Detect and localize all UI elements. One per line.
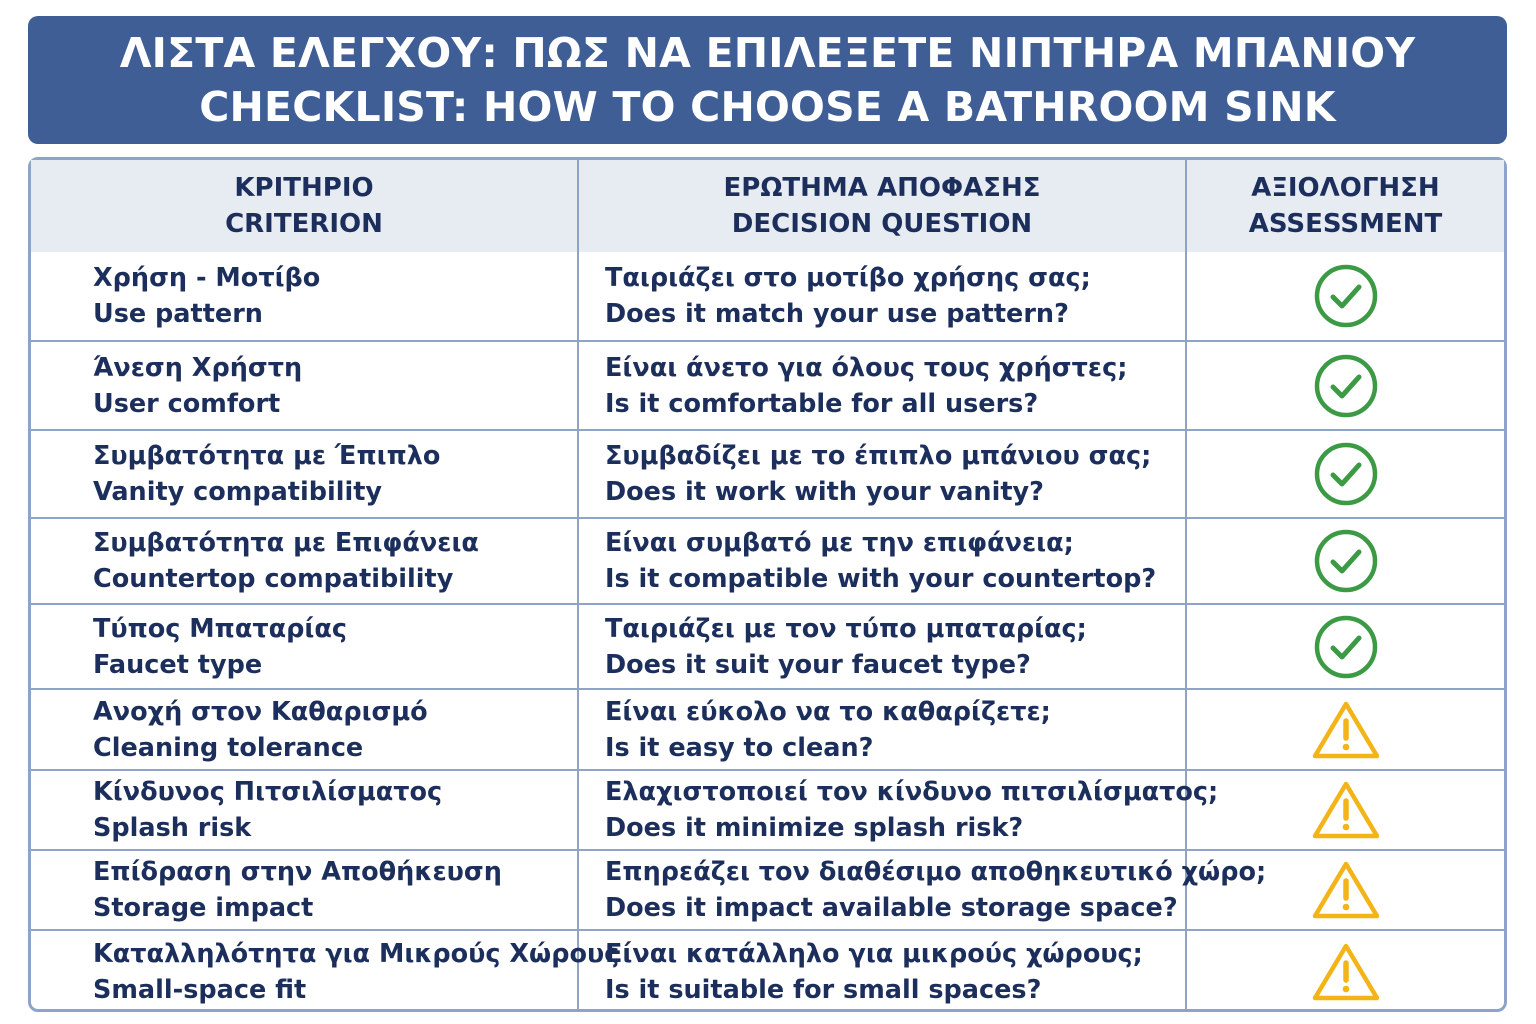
question-greek: Ταιριάζει στο μοτίβο χρήσης σας;	[605, 263, 1091, 293]
header-criterion	[31, 160, 578, 252]
question-english: Is it easy to clean?	[605, 732, 874, 763]
assessment-cell	[1186, 518, 1504, 604]
question-cell	[578, 252, 1186, 341]
criterion-english: Cleaning tolerance	[93, 732, 364, 763]
criterion-greek: Συμβατότητα με Έπιπλο	[93, 441, 441, 471]
check-circle-icon	[1313, 353, 1379, 419]
question-cell	[578, 770, 1219, 850]
title-greek: ΛΙΣΤΑ ΕΛΕΓΧΟΥ: ΠΩΣ ΝΑ ΕΠΙΛΕΞΕΤΕ ΝΙΠΤΗΡΑ ΜΠΑΝΙΟΥ	[119, 29, 1416, 77]
checklist-table	[28, 157, 1507, 1012]
header-question-greek: ΕΡΩΤΗΜΑ ΑΠΟΦΑΣΗΣ	[723, 173, 1041, 203]
check-circle-icon	[1313, 263, 1379, 329]
question-cell	[578, 430, 1186, 518]
criterion-english: Use pattern	[93, 299, 263, 329]
question-greek: Επηρεάζει τον διαθέσιμο αποθηκευτικό χώρο;	[605, 857, 1267, 887]
assessment-cell	[1186, 689, 1504, 770]
question-english: Does it match your use pattern?	[605, 299, 1069, 329]
criterion-cell	[31, 689, 578, 770]
header-question	[578, 160, 1186, 252]
criterion-english: Small-space fit	[93, 974, 307, 1005]
question-english: Is it compatible with your countertop?	[605, 564, 1157, 594]
criterion-cell	[31, 252, 578, 341]
table-row	[31, 604, 1504, 689]
header-criterion-greek: ΚΡΙΤΗΡΙΟ	[234, 173, 374, 203]
question-cell	[578, 518, 1186, 604]
criterion-greek: Τύπος Μπαταρίας	[93, 613, 347, 644]
question-cell	[578, 930, 1186, 1012]
criterion-greek: Άνεση Χρήστη	[93, 352, 303, 383]
assessment-cell	[1186, 252, 1504, 341]
assessment-cell	[1186, 604, 1504, 689]
question-english: Is it comfortable for all users?	[605, 388, 1039, 419]
check-circle-icon	[1313, 528, 1379, 594]
criterion-greek: Συμβατότητα με Επιφάνεια	[93, 528, 479, 558]
assessment-cell	[1186, 341, 1504, 430]
criterion-english: Splash risk	[93, 813, 252, 843]
assessment-cell	[1186, 770, 1504, 850]
criterion-greek: Ανοχή στον Καθαρισμό	[93, 696, 428, 727]
table-row	[31, 252, 1504, 341]
question-greek: Είναι συμβατό με την επιφάνεια;	[605, 528, 1074, 558]
question-english: Does it minimize splash risk?	[605, 813, 1024, 843]
question-english: Does it suit your faucet type?	[605, 649, 1031, 680]
criterion-cell	[31, 850, 578, 930]
table-row	[31, 518, 1504, 604]
header-criterion-english: CRITERION	[225, 209, 383, 239]
check-circle-icon	[1313, 441, 1379, 507]
check-circle-icon	[1313, 614, 1379, 680]
question-greek: Είναι εύκολο να το καθαρίζετε;	[605, 696, 1051, 727]
table-row	[31, 341, 1504, 430]
table-row	[31, 430, 1504, 518]
criterion-cell	[31, 770, 578, 850]
question-greek: Είναι κατάλληλο για μικρούς χώρους;	[605, 938, 1143, 969]
header-assessment	[1186, 160, 1504, 252]
criterion-english: Storage impact	[93, 893, 314, 923]
criterion-cell	[31, 341, 578, 430]
question-cell	[578, 689, 1186, 770]
question-english: Does it impact available storage space?	[605, 893, 1178, 923]
question-english: Does it work with your vanity?	[605, 477, 1044, 507]
criterion-cell	[31, 518, 578, 604]
assessment-cell	[1186, 430, 1504, 518]
criterion-greek: Χρήση - Μοτίβο	[93, 263, 321, 293]
criterion-cell	[31, 604, 578, 689]
warning-triangle-icon	[1311, 779, 1381, 841]
question-greek: Ελαχιστοποιεί τον κίνδυνο πιτσιλίσματος;	[605, 777, 1219, 807]
table-row	[31, 770, 1504, 850]
warning-triangle-icon	[1311, 699, 1381, 761]
question-english: Is it suitable for small spaces?	[605, 974, 1042, 1005]
criterion-english: Faucet type	[93, 649, 263, 680]
warning-triangle-icon	[1311, 941, 1381, 1003]
title-banner	[28, 16, 1507, 144]
criterion-greek: Επίδραση στην Αποθήκευση	[93, 857, 502, 887]
warning-triangle-icon	[1311, 859, 1381, 921]
criterion-greek: Καταλληλότητα για Μικρούς Χώρους	[93, 938, 620, 969]
header-assessment-english: ASSESSMENT	[1248, 209, 1443, 239]
question-greek: Είναι άνετο για όλους τους χρήστες;	[605, 352, 1128, 383]
criterion-english: Vanity compatibility	[93, 477, 383, 507]
criterion-cell	[31, 930, 620, 1012]
criterion-greek: Κίνδυνος Πιτσιλίσματος	[93, 777, 443, 807]
criterion-cell	[31, 430, 578, 518]
criterion-english: User comfort	[93, 388, 281, 419]
question-greek: Συμβαδίζει με το έπιπλο μπάνιου σας;	[605, 441, 1152, 471]
question-cell	[578, 341, 1186, 430]
assessment-cell	[1186, 930, 1504, 1012]
table-row	[31, 689, 1504, 770]
question-cell	[578, 850, 1267, 930]
question-cell	[578, 604, 1186, 689]
header-assessment-greek: ΑΞΙΟΛΟΓΗΣΗ	[1251, 173, 1440, 203]
question-greek: Ταιριάζει με τον τύπο μπαταρίας;	[605, 613, 1087, 644]
table-row	[31, 850, 1504, 930]
header-row	[31, 160, 1504, 252]
table-row	[31, 930, 1504, 1012]
criterion-english: Countertop compatibility	[93, 564, 454, 594]
header-question-english: DECISION QUESTION	[731, 209, 1033, 239]
title-english: CHECKLIST: HOW TO CHOOSE A BATHROOM SINK	[199, 83, 1336, 131]
